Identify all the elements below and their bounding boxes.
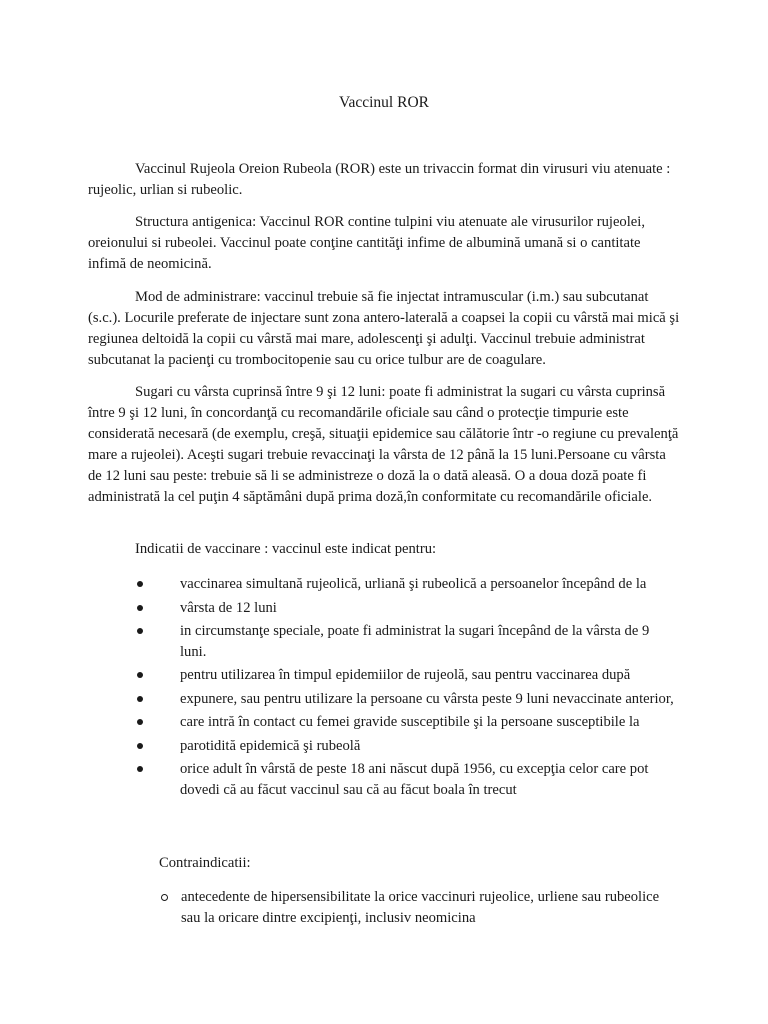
- list-item: orice adult în vârstă de peste 18 ani născut după 1956, cu excepţia celor care pot dovedi că au făcut vaccinul sau că au făcut boala în trecut: [180, 761, 649, 798]
- list-item: parotidită epidemică şi rubeolă: [180, 737, 361, 754]
- list-item: care intră în contact cu femei gravide susceptibile şi la persoane susceptibile la: [180, 714, 640, 730]
- paragraph-antigenic-structure: Structura antigenica: Vaccinul ROR contine tulpini viu atenuate ale virusurilor rujeolei, oreionului si rubeolei. Vaccinul poate conţine cantităţi infime de albumină umană si o cantitate infimă de neomicină.: [88, 214, 645, 272]
- list-item: in circumstanţe speciale, poate fi administrat la sugari începând de la vârsta de 9 luni.: [180, 623, 650, 660]
- list-item: pentru utilizarea în timpul epidemiilor de rujeolă, sau pentru vaccinarea după: [180, 667, 631, 683]
- list-item: antecedente de hipersensibilitate la orice vaccinuri rujeolice, urliene sau rubeolice sau la oricare dintre excipienţi, inclusiv neomicina: [181, 889, 660, 926]
- document-title: Vaccinul ROR: [339, 94, 429, 111]
- indications-list: [134, 574, 674, 803]
- list-item: vaccinarea simultană rujeolică, urliană şi rubeolică a persoanelor începând de la: [180, 576, 647, 592]
- contraindications-list: [159, 887, 679, 931]
- list-item: expunere, sau pentru utilizare la persoane cu vârsta peste 9 luni nevaccinate anterior,: [180, 690, 674, 707]
- paragraph-infants: Sugari cu vârsta cuprinsă între 9 şi 12 luni: poate fi administrat la sugari cu vârsta cuprinsă între 9 şi 12 luni, în concordanţă cu recomandările oficiale sau când o protecţie timpurie este considerată necesară (de exemplu, creşă, situaţii epidemice sau călătorie într -o regiune cu prevalenţă mare a rujeolei). Aceşti sugari trebuie revaccinaţi la vârsta de 12 până la 15 luni.Persoane cu vârsta de 12 luni sau peste: trebuie să li se administreze o doză la o dată aleasă. O a doua doză poate fi administrată la cel puţin 4 săptămâni după prima doză,în conformitate cu recomandările oficiale.: [88, 384, 679, 505]
- paragraph-intro: Vaccinul Rujeola Oreion Rubeola (ROR) este un trivaccin format din virusuri viu atenuate : rujeolic, urlian si rubeolic.: [88, 161, 671, 198]
- list-item: vârsta de 12 luni: [180, 599, 277, 616]
- paragraph-administration: Mod de administrare: vaccinul trebuie să fie injectat intramuscular (i.m.) sau subcutanat (s.c.). Locurile preferate de injectare sunt zona antero-laterală a coapsei la copii cu vârstă mai mică şi regiunea deltoidă la copii cu vârstă mai mare, adolescenţi şi adulţi. Vaccinul trebuie administrat subcutanat la pacienţi cu trombocitopenie sau cu orice tulbur are de coagulare.: [88, 289, 680, 368]
- contraindications-heading: Contraindicatii:: [159, 855, 251, 871]
- indications-intro: Indicatii de vaccinare : vaccinul este indicat pentru:: [135, 541, 437, 557]
